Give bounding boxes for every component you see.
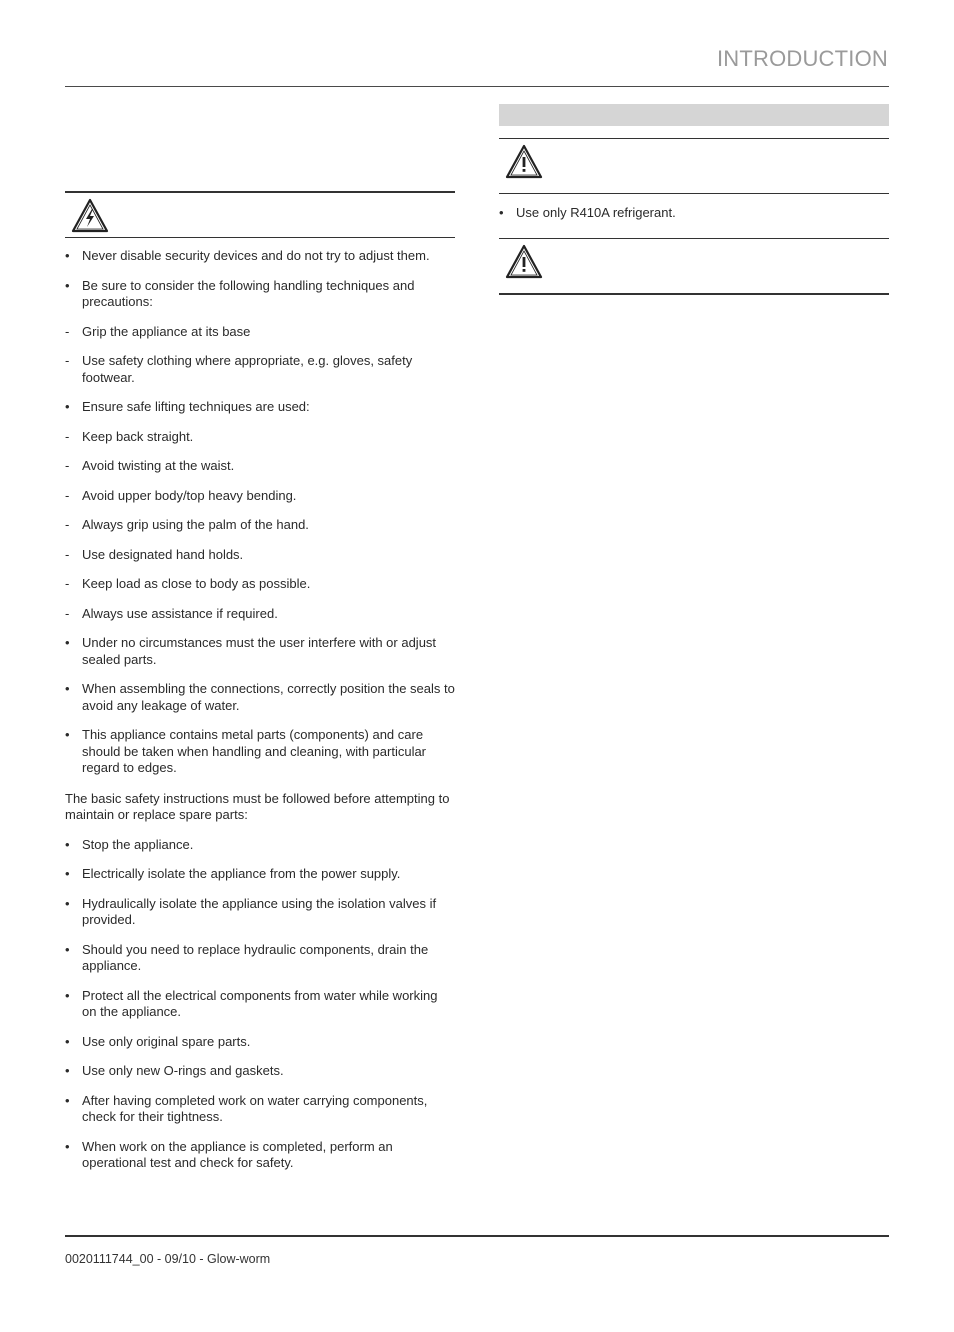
refrigerant-list (499, 205, 889, 222)
list-marker: • (499, 205, 504, 220)
list-item (65, 517, 455, 534)
list-item-text: Grip the appliance at its base (82, 323, 251, 339)
warning-box-1 (499, 138, 889, 194)
list-item-text: Use only original spare parts. (82, 1033, 251, 1049)
list-marker: • (65, 836, 70, 852)
list-item (65, 1034, 455, 1051)
list-item (499, 205, 889, 222)
list-item-text: Under no circumstances must the user interfere with or adjust sealed parts. (82, 635, 437, 667)
list-item-text: Always grip using the palm of the hand. (82, 517, 309, 532)
list-item-text: Use safety clothing where appropriate, e.g. gloves, safety footwear. (82, 353, 413, 385)
list-marker: - (65, 576, 70, 591)
warning-triangle-icon (505, 144, 543, 180)
list-item-text: After having completed work on water carrying components, check for their tightness. (82, 1092, 428, 1124)
warning-triangle-icon (505, 244, 543, 280)
list-item-text: Be sure to consider the following handling techniques and precautions: (82, 277, 415, 309)
list-item (65, 576, 455, 593)
warning-box-2 (499, 238, 889, 295)
list-item (65, 458, 455, 475)
list-item-text: Use only R410A refrigerant. (516, 205, 676, 220)
list-item-text: When work on the appliance is completed, perform an operational test and check for safety. (82, 1138, 393, 1170)
list-marker: - (65, 458, 70, 473)
list-marker: • (65, 895, 70, 911)
list-item (65, 635, 455, 668)
footer-divider (65, 1235, 889, 1237)
list-item (65, 248, 455, 265)
section-header-bar (499, 104, 889, 126)
list-item-text: Should you need to replace hydraulic components, drain the appliance. (82, 941, 429, 973)
list-item (65, 429, 455, 446)
list-item (65, 866, 455, 883)
list-item-text: Stop the appliance. (82, 836, 194, 852)
list-item-text: Keep load as close to body as possible. (82, 576, 311, 591)
list-item-text: Always use assistance if required. (82, 605, 278, 621)
list-marker: • (65, 987, 70, 1003)
list-marker: - (65, 428, 70, 444)
list-item (65, 547, 455, 564)
header-divider (65, 86, 889, 87)
list-marker: - (65, 487, 70, 503)
list-item (65, 324, 455, 341)
list-item (65, 727, 455, 777)
safety-list (65, 248, 455, 777)
list-item (65, 837, 455, 854)
list-item-text: Hydraulically isolate the appliance using the isolation valves if provided. (82, 895, 437, 927)
list-item (65, 606, 455, 623)
list-marker: • (65, 1092, 70, 1108)
list-item (65, 488, 455, 505)
list-marker: - (65, 546, 70, 562)
left-column (65, 191, 455, 1172)
list-marker: - (65, 323, 70, 339)
list-marker: • (65, 1033, 70, 1049)
list-marker: - (65, 517, 70, 532)
list-item-text: Use only new O-rings and gaskets. (82, 1063, 284, 1078)
footer-reference: 0020111744_00 - 09/10 - Glow-worm (65, 1252, 271, 1266)
list-marker: • (65, 866, 70, 881)
list-marker: • (65, 941, 70, 957)
list-item (65, 399, 455, 416)
list-marker: • (65, 681, 70, 696)
list-marker: • (65, 248, 70, 263)
list-item (65, 1139, 455, 1172)
list-item (65, 278, 455, 311)
list-marker: - (65, 353, 70, 368)
list-item-text: Avoid twisting at the waist. (82, 458, 235, 473)
list-item-text: Never disable security devices and do not try to adjust them. (82, 248, 430, 263)
right-column (499, 104, 889, 295)
list-item-text: Avoid upper body/top heavy bending. (82, 487, 297, 503)
safety-paragraph: The basic safety instructions must be followed before attempting to maintain or replace spare parts: (65, 790, 450, 822)
list-item (65, 896, 455, 929)
list-item (65, 353, 455, 386)
electrical-warning-box (65, 191, 455, 238)
maintenance-list (65, 837, 455, 1172)
list-item-text: Use designated hand holds. (82, 546, 244, 562)
list-item-text: Ensure safe lifting techniques are used: (82, 399, 310, 414)
list-marker: • (65, 277, 70, 293)
list-marker: • (65, 727, 70, 742)
list-item-text: Electrically isolate the appliance from the power supply. (82, 866, 401, 881)
list-item (65, 942, 455, 975)
list-item (65, 1093, 455, 1126)
list-item (65, 681, 455, 714)
list-marker: • (65, 635, 70, 650)
electrical-hazard-icon (71, 198, 109, 234)
list-marker: • (65, 1063, 70, 1078)
list-item (65, 988, 455, 1021)
list-marker: - (65, 605, 70, 621)
list-item-text: Protect all the electrical components from water while working on the appliance. (82, 987, 438, 1019)
list-item (65, 1063, 455, 1080)
list-item-text: Keep back straight. (82, 428, 194, 444)
page-title: INTRODUCTION (716, 46, 888, 71)
list-item-text: This appliance contains metal parts (components) and care should be taken when handling and cleaning, with particular regard to edges. (82, 727, 427, 775)
list-marker: • (65, 399, 70, 414)
list-marker: • (65, 1138, 70, 1154)
list-item-text: When assembling the connections, correctly position the seals to avoid any leakage of water. (82, 681, 455, 713)
